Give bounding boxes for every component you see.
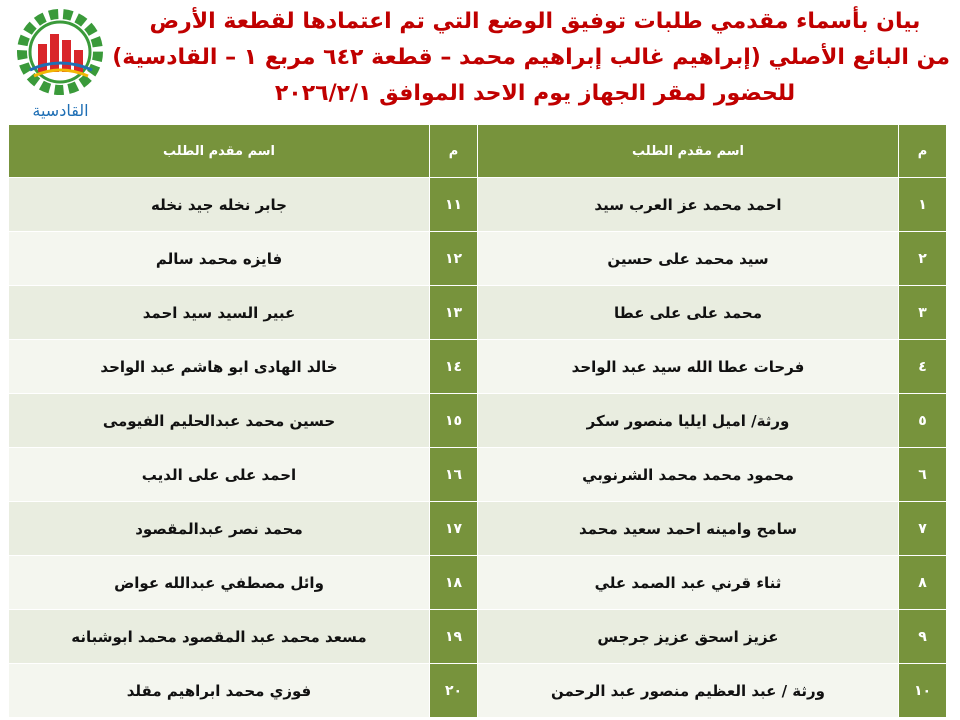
applicant-name: عبير السيد سيد احمد — [9, 286, 430, 340]
city-gear-logo-icon — [8, 4, 113, 100]
title-line-2: من البائع الأصلي (إبراهيم غالب إبراهيم محمد – قطعة ٦٤٢ مربع ١ – القادسية) — [112, 45, 950, 70]
applicant-name: احمد على على الديب — [9, 448, 430, 502]
row-number: ٥ — [899, 394, 947, 448]
row-number: ١٥ — [430, 394, 478, 448]
applicant-name: عزيز اسحق عزيز جرجس — [478, 610, 899, 664]
applicant-name: فوزي محمد ابراهيم مقلد — [9, 664, 430, 718]
applicant-name: مسعد محمد عبد المقصود محمد ابوشبانه — [9, 610, 430, 664]
row-number: ٤ — [899, 340, 947, 394]
applicant-name: ورثة / عبد العظيم منصور عبد الرحمن — [478, 664, 899, 718]
applicant-name: فرحات عطا الله سيد عبد الواحد — [478, 340, 899, 394]
logo — [8, 4, 113, 120]
row-number: ١٤ — [430, 340, 478, 394]
logo-caption: القادسية — [32, 101, 89, 120]
applicant-name: محمد على على عطا — [478, 286, 899, 340]
table-row — [9, 448, 947, 502]
row-number: ١٠ — [899, 664, 947, 718]
table-row — [9, 664, 947, 718]
applicant-name: فايزه محمد سالم — [9, 232, 430, 286]
page-header — [112, 4, 950, 122]
table-row — [9, 286, 947, 340]
row-number: ٧ — [899, 502, 947, 556]
header-name-right: اسم مقدم الطلب — [478, 125, 899, 178]
title-line-1: بيان بأسماء مقدمي طلبات توفيق الوضع التي تم اعتمادها لقطعة الأرض — [149, 9, 921, 34]
row-number: ١٢ — [430, 232, 478, 286]
applicant-name: خالد الهادى ابو هاشم عبد الواحد — [9, 340, 430, 394]
row-number: ١٩ — [430, 610, 478, 664]
applicant-name: محمود محمد محمد الشرنوبي — [478, 448, 899, 502]
header-name-left: اسم مقدم الطلب — [9, 125, 430, 178]
row-number: ١٣ — [430, 286, 478, 340]
header-num-left: م — [430, 125, 478, 178]
row-number: ٢ — [899, 232, 947, 286]
header-num-right: م — [899, 125, 947, 178]
applicant-name: ثناء قرني عبد الصمد علي — [478, 556, 899, 610]
table-header-row — [9, 125, 947, 178]
applicant-name: محمد نصر عبدالمقصود — [9, 502, 430, 556]
applicant-name: سيد محمد على حسين — [478, 232, 899, 286]
applicants-table — [8, 124, 947, 718]
row-number: ١٨ — [430, 556, 478, 610]
table-row — [9, 178, 947, 232]
table-row — [9, 232, 947, 286]
row-number: ٩ — [899, 610, 947, 664]
row-number: ١١ — [430, 178, 478, 232]
table-row — [9, 610, 947, 664]
applicant-name: حسين محمد عبدالحليم الفيومى — [9, 394, 430, 448]
row-number: ١ — [899, 178, 947, 232]
title-line-3: للحضور لمقر الجهاز يوم الاحد الموافق ٢٠٢٦/٢/١ — [274, 81, 796, 106]
applicant-name: ورثة/ اميل ايليا منصور سكر — [478, 394, 899, 448]
applicant-name: جابر نخله جيد نخله — [9, 178, 430, 232]
table-row — [9, 556, 947, 610]
applicant-name: وائل مصطفي عبدالله عواض — [9, 556, 430, 610]
row-number: ١٧ — [430, 502, 478, 556]
row-number: ٦ — [899, 448, 947, 502]
table-row — [9, 394, 947, 448]
row-number: ١٦ — [430, 448, 478, 502]
applicant-name: احمد محمد عز العرب سيد — [478, 178, 899, 232]
table-row — [9, 502, 947, 556]
table-row — [9, 340, 947, 394]
row-number: ٢٠ — [430, 664, 478, 718]
row-number: ٨ — [899, 556, 947, 610]
row-number: ٣ — [899, 286, 947, 340]
applicant-name: سامح وامينه احمد سعيد محمد — [478, 502, 899, 556]
